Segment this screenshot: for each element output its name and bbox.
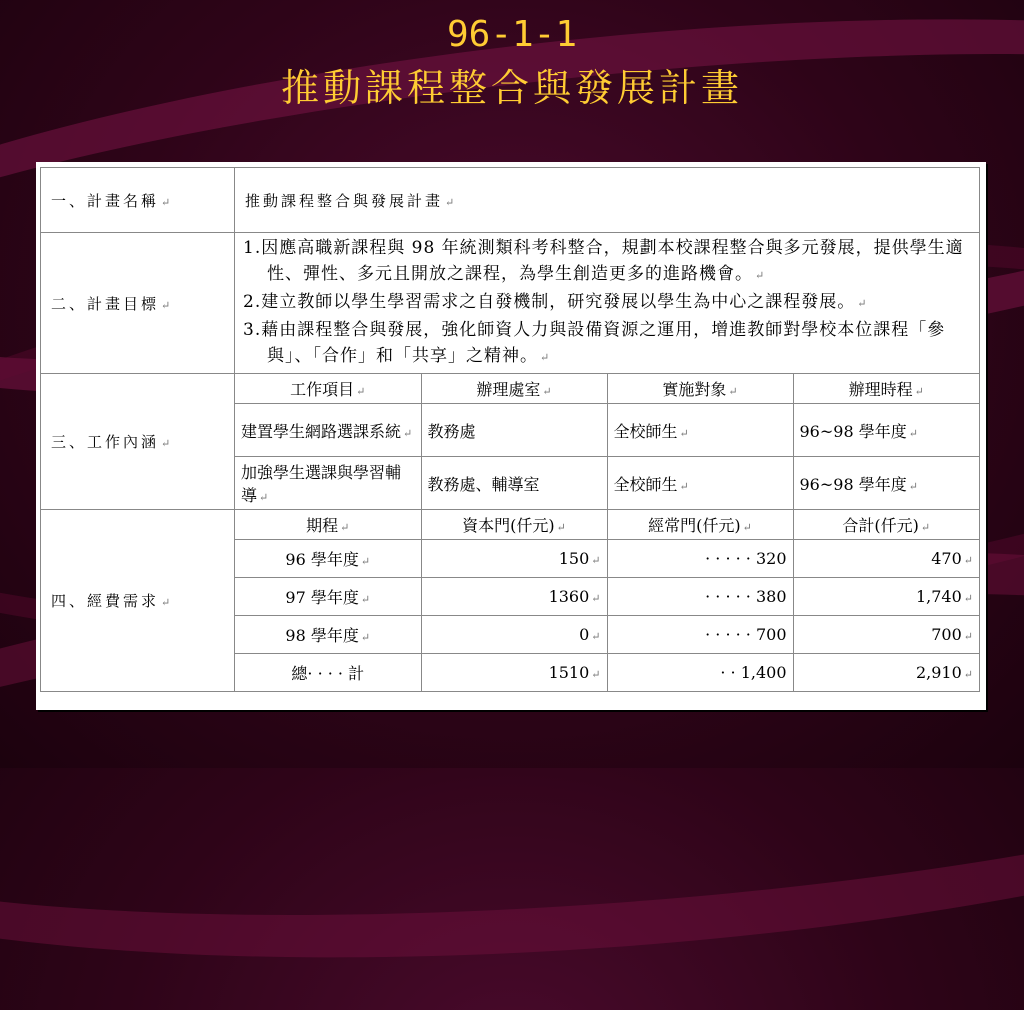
plan-row-work [41,374,980,510]
budget-recurrent: · · · · · 320 [607,540,793,578]
budget-table-cell [235,510,980,692]
table-row [235,540,979,578]
budget-capital: 150 ↵ [421,540,607,578]
work-header: 辦理處室 ↵ [421,374,607,404]
work-header: 辦理時程 ↵ [793,374,979,404]
work-header-row [235,374,979,404]
work-target: 全校師生 ↵ [607,457,793,510]
work-target: 全校師生 ↵ [607,404,793,457]
plan-sheet [36,162,986,710]
budget-period: 97 學年度 ↵ [235,578,421,616]
budget-header: 合計(仟元) ↵ [793,510,979,540]
budget-recurrent: · · · · · 700 [607,616,793,654]
slide-title-code: 96-1-1 [446,14,578,55]
budget-capital: 0 ↵ [421,616,607,654]
table-row [235,654,979,692]
plan-row-budget [41,510,980,692]
plan-name-value: 推動課程整合與發展計畫 ↵ [235,168,980,233]
budget-period: 96 學年度 ↵ [235,540,421,578]
work-schedule: 96~98 學年度 ↵ [793,404,979,457]
budget-header-row [235,510,979,540]
work-office: 教務處 [421,404,607,457]
work-item: 加強學生選課與學習輔導 ↵ [235,457,421,510]
budget-recurrent: · · · · · 380 [607,578,793,616]
table-row [235,404,979,457]
budget-capital: 1510 ↵ [421,654,607,692]
work-item: 建置學生網路選課系統 ↵ [235,404,421,457]
work-office: 教務處、輔導室 [421,457,607,510]
budget-header: 資本門(仟元) ↵ [421,510,607,540]
budget-total: 1,740 ↵ [793,578,979,616]
plan-goals [235,233,980,374]
goal-item: 3.藉由課程整合與發展，強化師資人力與設備資源之運用，增進教師對學校本位課程「參與」、「合作」和「共享」之精神。 ↵ [243,320,946,366]
work-table-cell [235,374,980,510]
budget-total: 2,910 ↵ [793,654,979,692]
budget-total: 700 ↵ [793,616,979,654]
label-budget: 四、經費需求 ↵ [41,510,235,692]
goal-item: 1.因應高職新課程與 98 年統測類科考科整合，規劃本校課程整合與多元發展，提供學生適性、彈性、多元且開放之課程，為學生創造更多的進路機會。 ↵ [243,238,964,284]
budget-recurrent: · · 1,400 [607,654,793,692]
plan-row-name [41,168,980,233]
budget-total: 470 ↵ [793,540,979,578]
work-schedule: 96~98 學年度 ↵ [793,457,979,510]
budget-header: 期程 ↵ [235,510,421,540]
plan-row-goals [41,233,980,374]
work-header: 工作項目 ↵ [235,374,421,404]
label-plan-goals: 二、計畫目標 ↵ [41,233,235,374]
budget-capital: 1360 ↵ [421,578,607,616]
budget-period: 98 學年度 ↵ [235,616,421,654]
work-table [235,374,979,509]
slide-title-text: 推動課程整合與發展計畫 [280,66,743,110]
slide-title [0,10,1024,116]
budget-period: 總· · · · 計 [235,654,421,692]
budget-table [235,510,979,691]
table-row [235,578,979,616]
goal-item: 2.建立教師以學生學習需求之自發機制，研究發展以學生為中心之課程發展。 ↵ [243,292,868,312]
table-row [235,616,979,654]
plan-table [40,167,980,692]
label-work-content: 三、工作內涵 ↵ [41,374,235,510]
work-header: 實施對象 ↵ [607,374,793,404]
label-plan-name: 一、計畫名稱 ↵ [41,168,235,233]
budget-header: 經常門(仟元) ↵ [607,510,793,540]
table-row [235,457,979,510]
